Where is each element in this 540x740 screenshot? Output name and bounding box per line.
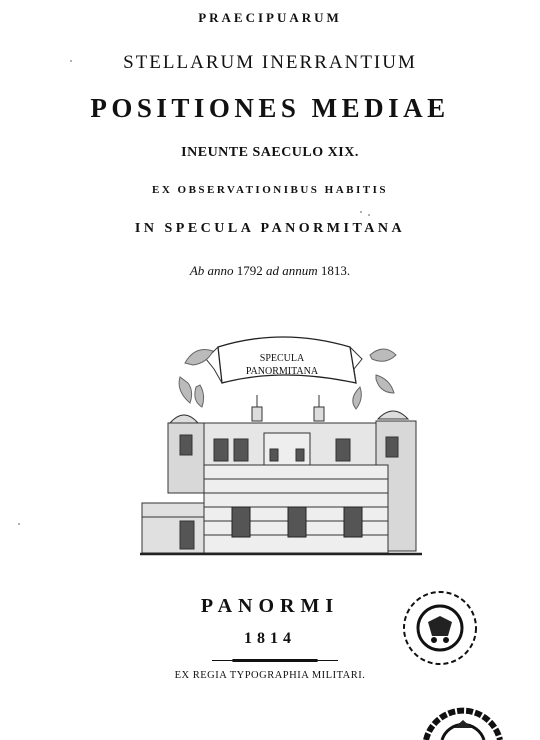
imprint-city: PANORMI <box>200 595 340 617</box>
year-end: 1813. <box>320 263 351 278</box>
observatory-line: IN SPECULA PANORMITANA <box>134 221 406 236</box>
ab-anno-text: Ab anno <box>189 263 234 278</box>
ink-speck <box>360 211 362 213</box>
title-line-1: PRAECIPUARUM <box>198 10 342 25</box>
library-stamp-icon-2 <box>418 680 508 740</box>
ink-speck <box>18 523 20 525</box>
main-title: POSITIONES MEDIAE <box>90 93 450 123</box>
imprint-year: 1814 <box>244 630 296 647</box>
year-start: 1792 <box>236 263 263 278</box>
ink-speck <box>368 214 370 216</box>
date-range <box>0 263 540 279</box>
observations-line: EX OBSERVATIONIBUS HABITIS <box>152 184 388 196</box>
imprint-printer: EX REGIA TYPOGRAPHIA MILITARI. <box>174 670 366 681</box>
title-line-2: STELLARUM INERRANTIUM <box>123 52 417 73</box>
banner-text-1: SPECULA <box>259 353 305 364</box>
subtitle: INEUNTE SAECULO XIX. <box>181 145 359 160</box>
decorative-rule <box>232 659 318 662</box>
observatory-building-engraving <box>140 325 425 565</box>
ink-speck <box>70 60 72 62</box>
ad-annum-text: ad annum <box>266 263 318 278</box>
banner-text-2: PANORMITANA <box>245 366 319 377</box>
library-stamp-icon <box>400 588 480 668</box>
